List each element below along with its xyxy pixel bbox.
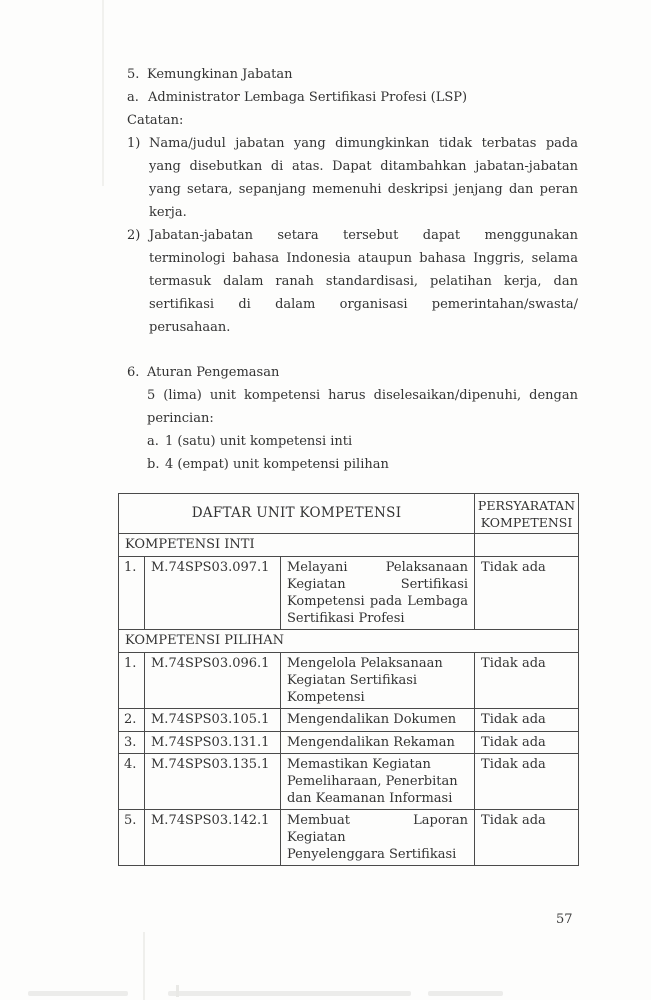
item-a-text: 1 (satu) unit kompetensi inti (165, 434, 353, 449)
unit-code: M.74SPS03.142.1 (145, 810, 281, 866)
item-a-marker: a. (147, 434, 159, 449)
document-page (0, 63, 651, 866)
section6-heading (127, 361, 578, 384)
unit-title (281, 754, 475, 810)
section-aturan-pengemasan (127, 361, 578, 476)
note2-marker: 2) (127, 228, 141, 243)
unit-title (281, 709, 475, 732)
section5-item-a (127, 86, 578, 109)
item-a-text: Administrator Lembaga Sertifikasi Profesi (LSP) (148, 90, 468, 105)
table-row (119, 732, 579, 754)
unit-code: M.74SPS03.131.1 (145, 732, 281, 754)
table-row (119, 653, 579, 709)
table-row (119, 709, 579, 732)
header-persyaratan-line1: PERSYARATAN (477, 497, 576, 513)
intro-body (147, 384, 578, 476)
item-b-marker: b. (147, 457, 160, 472)
unit-title (281, 732, 475, 754)
unit-title-line: Mengendalikan Dokumen (287, 712, 457, 727)
scan-artifact (168, 991, 411, 996)
table-row (119, 557, 579, 630)
note2-body (149, 224, 578, 339)
section5-title: Kemungkinan Jabatan (147, 67, 293, 82)
kompetensi-table (118, 493, 579, 866)
section5-heading (127, 63, 578, 86)
table-row (119, 810, 579, 866)
pilihan-label: KOMPETENSI PILIHAN (119, 630, 579, 653)
row-number: 3. (119, 732, 145, 754)
unit-code: M.74SPS03.096.1 (145, 653, 281, 709)
note1-marker: 1) (127, 136, 141, 151)
persyaratan-cell: Tidak ada (475, 810, 579, 866)
section6-number: 6. (127, 365, 140, 380)
unit-title-line: dan Keamanan Informasi (287, 791, 453, 806)
note-line: perusahaan. (149, 320, 231, 335)
pilihan-label-row (119, 630, 579, 653)
scan-artifact (102, 0, 104, 186)
persyaratan-cell: Tidak ada (475, 754, 579, 810)
note-line: yang setara, sepanjang memenuhi deskripsi jenjang dan peran (149, 182, 578, 197)
row-number: 5. (119, 810, 145, 866)
intro-line: 5 (lima) unit kompetensi harus diselesaikan/dipenuhi, dengan (147, 388, 578, 403)
table-header-row (119, 494, 579, 534)
table-row (119, 754, 579, 810)
row-number: 4. (119, 754, 145, 810)
note-line: yang disebutkan di atas. Dapat ditambahkan jabatan-jabatan (149, 159, 578, 174)
note-line: Nama/judul jabatan yang dimungkinkan tidak terbatas pada (149, 136, 578, 151)
unit-title-line: Mengendalikan Rekaman (287, 735, 455, 750)
unit-title-line: Melayani Pelaksanaan (287, 560, 469, 575)
row-number: 1. (119, 557, 145, 630)
unit-title (281, 653, 475, 709)
item-b-text: 4 (empat) unit kompetensi pilihan (165, 457, 389, 472)
unit-title-line: Pemeliharaan, Penerbitan (287, 774, 458, 789)
unit-title-line: Penyelenggara Sertifikasi (287, 847, 457, 862)
section6-item-a (147, 430, 578, 453)
section-kemungkinan-jabatan (127, 63, 578, 339)
row-number: 2. (119, 709, 145, 732)
header-daftar-unit: DAFTAR UNIT KOMPETENSI (119, 494, 475, 534)
note-line: termasuk dalam ranah standardisasi, pelatihan kerja, dan (149, 274, 578, 289)
unit-title (281, 557, 475, 630)
unit-title-line: Kompetensi pada Lembaga (287, 594, 469, 609)
unit-title-line: Mengelola Pelaksanaan (287, 656, 443, 671)
row-number: 1. (119, 653, 145, 709)
header-persyaratan-line2: KOMPETENSI (480, 514, 573, 530)
section6-intro (127, 384, 578, 476)
unit-title-line: Sertifikasi Profesi (287, 611, 405, 626)
note-1 (127, 132, 578, 224)
catatan-label: Catatan: (127, 113, 184, 128)
note-2 (127, 224, 578, 339)
section6-title: Aturan Pengemasan (147, 365, 280, 380)
scan-artifact (143, 932, 145, 1000)
unit-code: M.74SPS03.135.1 (145, 754, 281, 810)
unit-title-line: Kompetensi (287, 690, 365, 705)
persyaratan-cell: Tidak ada (475, 709, 579, 732)
page-number: 57 (556, 912, 573, 927)
unit-code: M.74SPS03.105.1 (145, 709, 281, 732)
note-line: sertifikasi di dalam organisasi pemerintahan/swasta/ (149, 297, 578, 312)
note-line: kerja. (149, 205, 187, 220)
scan-artifact (28, 991, 128, 996)
unit-title-line: Kegiatan Sertifikasi (287, 577, 469, 592)
persyaratan-cell: Tidak ada (475, 732, 579, 754)
note-line: Jabatan-jabatan setara tersebut dapat menggunakan (149, 228, 578, 243)
item-a-marker: a. (127, 90, 139, 105)
header-persyaratan (475, 494, 579, 534)
kompetensi-table-wrap (118, 493, 578, 866)
unit-title-line: Memastikan Kegiatan (287, 757, 431, 772)
inti-label: KOMPETENSI INTI (119, 534, 475, 557)
inti-label-empty-cell (475, 534, 579, 557)
persyaratan-cell: Tidak ada (475, 557, 579, 630)
section6-item-b (147, 453, 578, 476)
unit-title-line: Membuat Laporan Kegiatan (287, 813, 469, 845)
section5-number: 5. (127, 67, 140, 82)
persyaratan-cell: Tidak ada (475, 653, 579, 709)
unit-title-line: Kegiatan Sertifikasi (287, 673, 418, 688)
scan-artifact (176, 985, 179, 997)
unit-title (281, 810, 475, 866)
inti-label-row (119, 534, 579, 557)
scan-artifact (428, 991, 503, 996)
note1-body (149, 132, 578, 224)
intro-indent (127, 384, 147, 476)
intro-line: perincian: (147, 411, 214, 426)
note-line: terminologi bahasa Indonesia ataupun bahasa Inggris, selama (149, 251, 578, 266)
unit-code: M.74SPS03.097.1 (145, 557, 281, 630)
